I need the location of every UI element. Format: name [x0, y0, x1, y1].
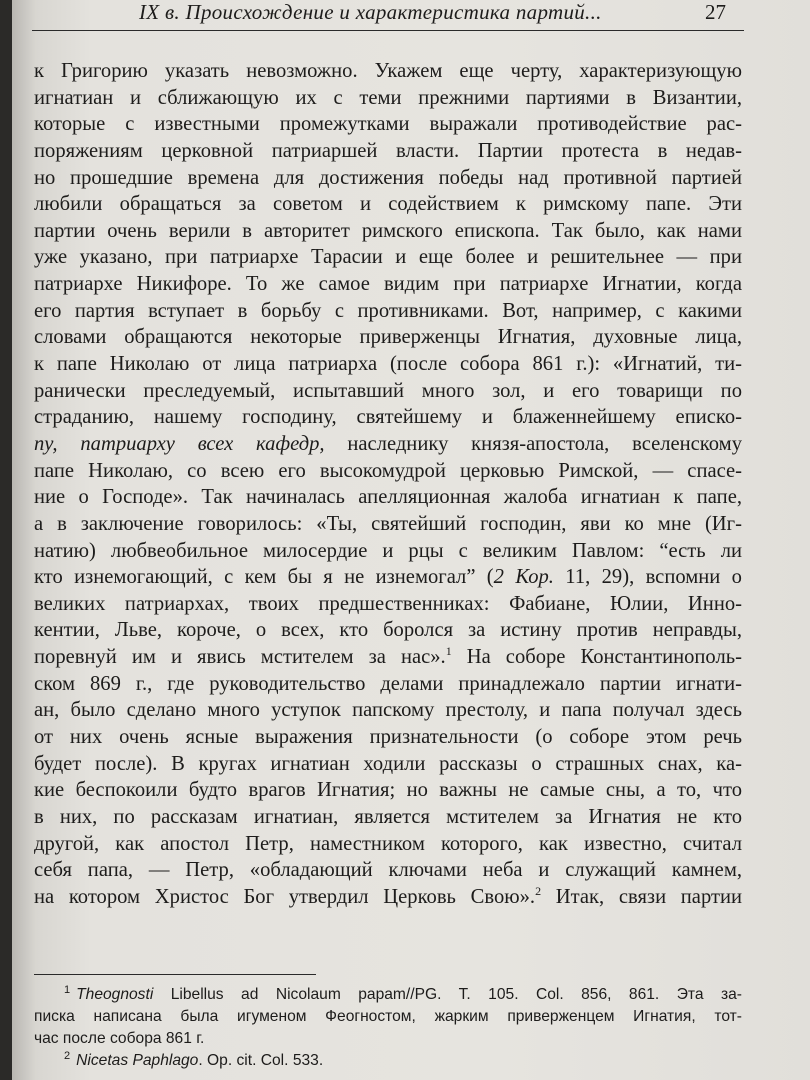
text-fragment: на котором Христос Бог утвердил Церковь Свою». — [34, 885, 536, 908]
text-line: кие беспокоили будто врагов Игнатия; но важны не самые сны, а то, что — [34, 779, 742, 802]
footnote-mark-2: 2 — [64, 1050, 71, 1062]
text-line: в них, по рассказам игнатиан, является мстителем за Игнатия не кто — [34, 805, 742, 828]
text-line: папе Николаю, со всею его высокомудрой церковью Римской, — спасе- — [34, 459, 742, 482]
footnote-mark-1: 1 — [64, 984, 71, 996]
footnote-divider — [34, 974, 316, 975]
bible-reference: 2 Кор. — [493, 566, 554, 589]
text-line: словами обращаются некоторые приверженцы Игнатия, духовные лица, — [34, 326, 742, 349]
footnote-text: Libellus ad Nicolaum papam//PG. T. 105. Col. 856, 861. Эта за- — [153, 986, 742, 1003]
text-fragment: 11, 29), вспомни о — [553, 566, 742, 589]
page-number: 27 — [705, 0, 726, 24]
running-header-title: IX в. Происхождение и характеристика партий... — [139, 0, 602, 24]
text-fragment: На соборе Константинополь- — [451, 646, 742, 669]
text-line: ском 869 г., где руководительство делами принадлежало партии игнати- — [34, 672, 742, 695]
text-line: игнатиан и сближающую их с теми прежними партиями в Византии, — [34, 86, 742, 109]
text-line-with-footnote-mark — [34, 884, 742, 911]
text-line: любили обращаться за советом и содействием к римскому папе. Эти — [34, 193, 742, 216]
footnote-reference-2: 2 — [535, 883, 542, 898]
footnote-1-line — [34, 984, 742, 1006]
text-fragment: наследнику князя-апостола, вселенскому — [324, 432, 742, 455]
text-line: к папе Николаю от лица патриарха (после собора 861 г.): «Игнатий, ти- — [34, 353, 742, 376]
italic-phrase: пу, патриарху всех кафедр, — [34, 432, 325, 455]
text-line: будет после). В кругах игнатиан ходили рассказы о страшных снах, ка- — [34, 752, 742, 775]
text-fragment: поревнуй им и явись мстителем за нас». — [34, 646, 446, 669]
text-line: а в заключение говорилось: «Ты, святейший господин, яви ко мне (Иг- — [34, 512, 742, 535]
footnote-1-line: писка написана была игуменом Феогностом, жарким приверженцем Игнатия, тот- — [34, 1008, 742, 1025]
text-fragment: кто изнемогающий, с кем бы я не изнемогал” ( — [34, 566, 494, 589]
header-divider — [32, 30, 744, 31]
text-line: себя папа, — Петр, «обладающий ключами неба и служащий камнем, — [34, 859, 742, 882]
text-line: к Григорию указать невозможно. Укажем еще черту, характеризующую — [34, 60, 742, 82]
text-line: его партия вступает в борьбу с противниками. Вот, например, с какими — [34, 299, 742, 322]
text-line: ние о Господе». Так начиналась апелляционная жалоба игнатиан к папе, — [34, 486, 742, 509]
text-line-with-reference — [34, 564, 742, 591]
footnote-author: Nicetas Paphlago — [76, 1052, 199, 1069]
footnote-author: Theognosti — [76, 986, 154, 1003]
footnotes — [34, 984, 742, 1072]
text-line: ан, было сделано много уступок папскому престолу, и папа получал здесь — [34, 699, 742, 722]
text-line: великих патриархах, твоих предшественниках: Фабиане, Юлии, Инно- — [34, 592, 742, 615]
text-line-with-italic — [34, 431, 742, 458]
text-line: от них очень ясные выражения признательности (о соборе этом речь — [34, 726, 742, 749]
book-page — [12, 0, 810, 1080]
text-fragment: Итак, связи партии — [541, 885, 743, 908]
text-line: другой, как апостол Петр, наместником которого, как известно, считал — [34, 832, 742, 855]
text-line: ранически преследуемый, испытавший много зол, и его товарищи по — [34, 379, 742, 402]
text-line: кентии, Льве, короче, о всех, кто боролся за истину против неправды, — [34, 619, 742, 642]
text-line: но прошедшие времена для достижения победы над противной партией — [34, 166, 742, 189]
footnote-2-line — [34, 1050, 742, 1072]
footnote-text: . Op. cit. Col. 533. — [198, 1052, 324, 1069]
footnote-1-line: час после собора 861 г. — [34, 1030, 205, 1047]
text-line: патриархе Никифоре. То же самое видим при патриархе Игнатии, когда — [34, 273, 742, 296]
text-line: натию) любвеобильное милосердие и рцы с великим Павлом: “есть ли — [34, 539, 742, 562]
text-line: которые с известными промежутками выражали противодействие рас- — [34, 113, 742, 136]
text-line: поряжениям церковной патриаршей власти. Партии протеста в недав- — [34, 139, 742, 162]
footnote-reference-1: 1 — [445, 644, 452, 659]
text-line: партии очень верили в авторитет римского епископа. Так было, как нами — [34, 219, 742, 242]
text-line-with-footnote-mark — [34, 644, 742, 671]
text-line: уже указано, при патриархе Тарасии и еще более и решительнее — при — [34, 246, 742, 269]
body-text — [34, 58, 742, 911]
text-line: страданию, нашему господину, святейшему и блаженнейшему еписко- — [34, 406, 742, 429]
